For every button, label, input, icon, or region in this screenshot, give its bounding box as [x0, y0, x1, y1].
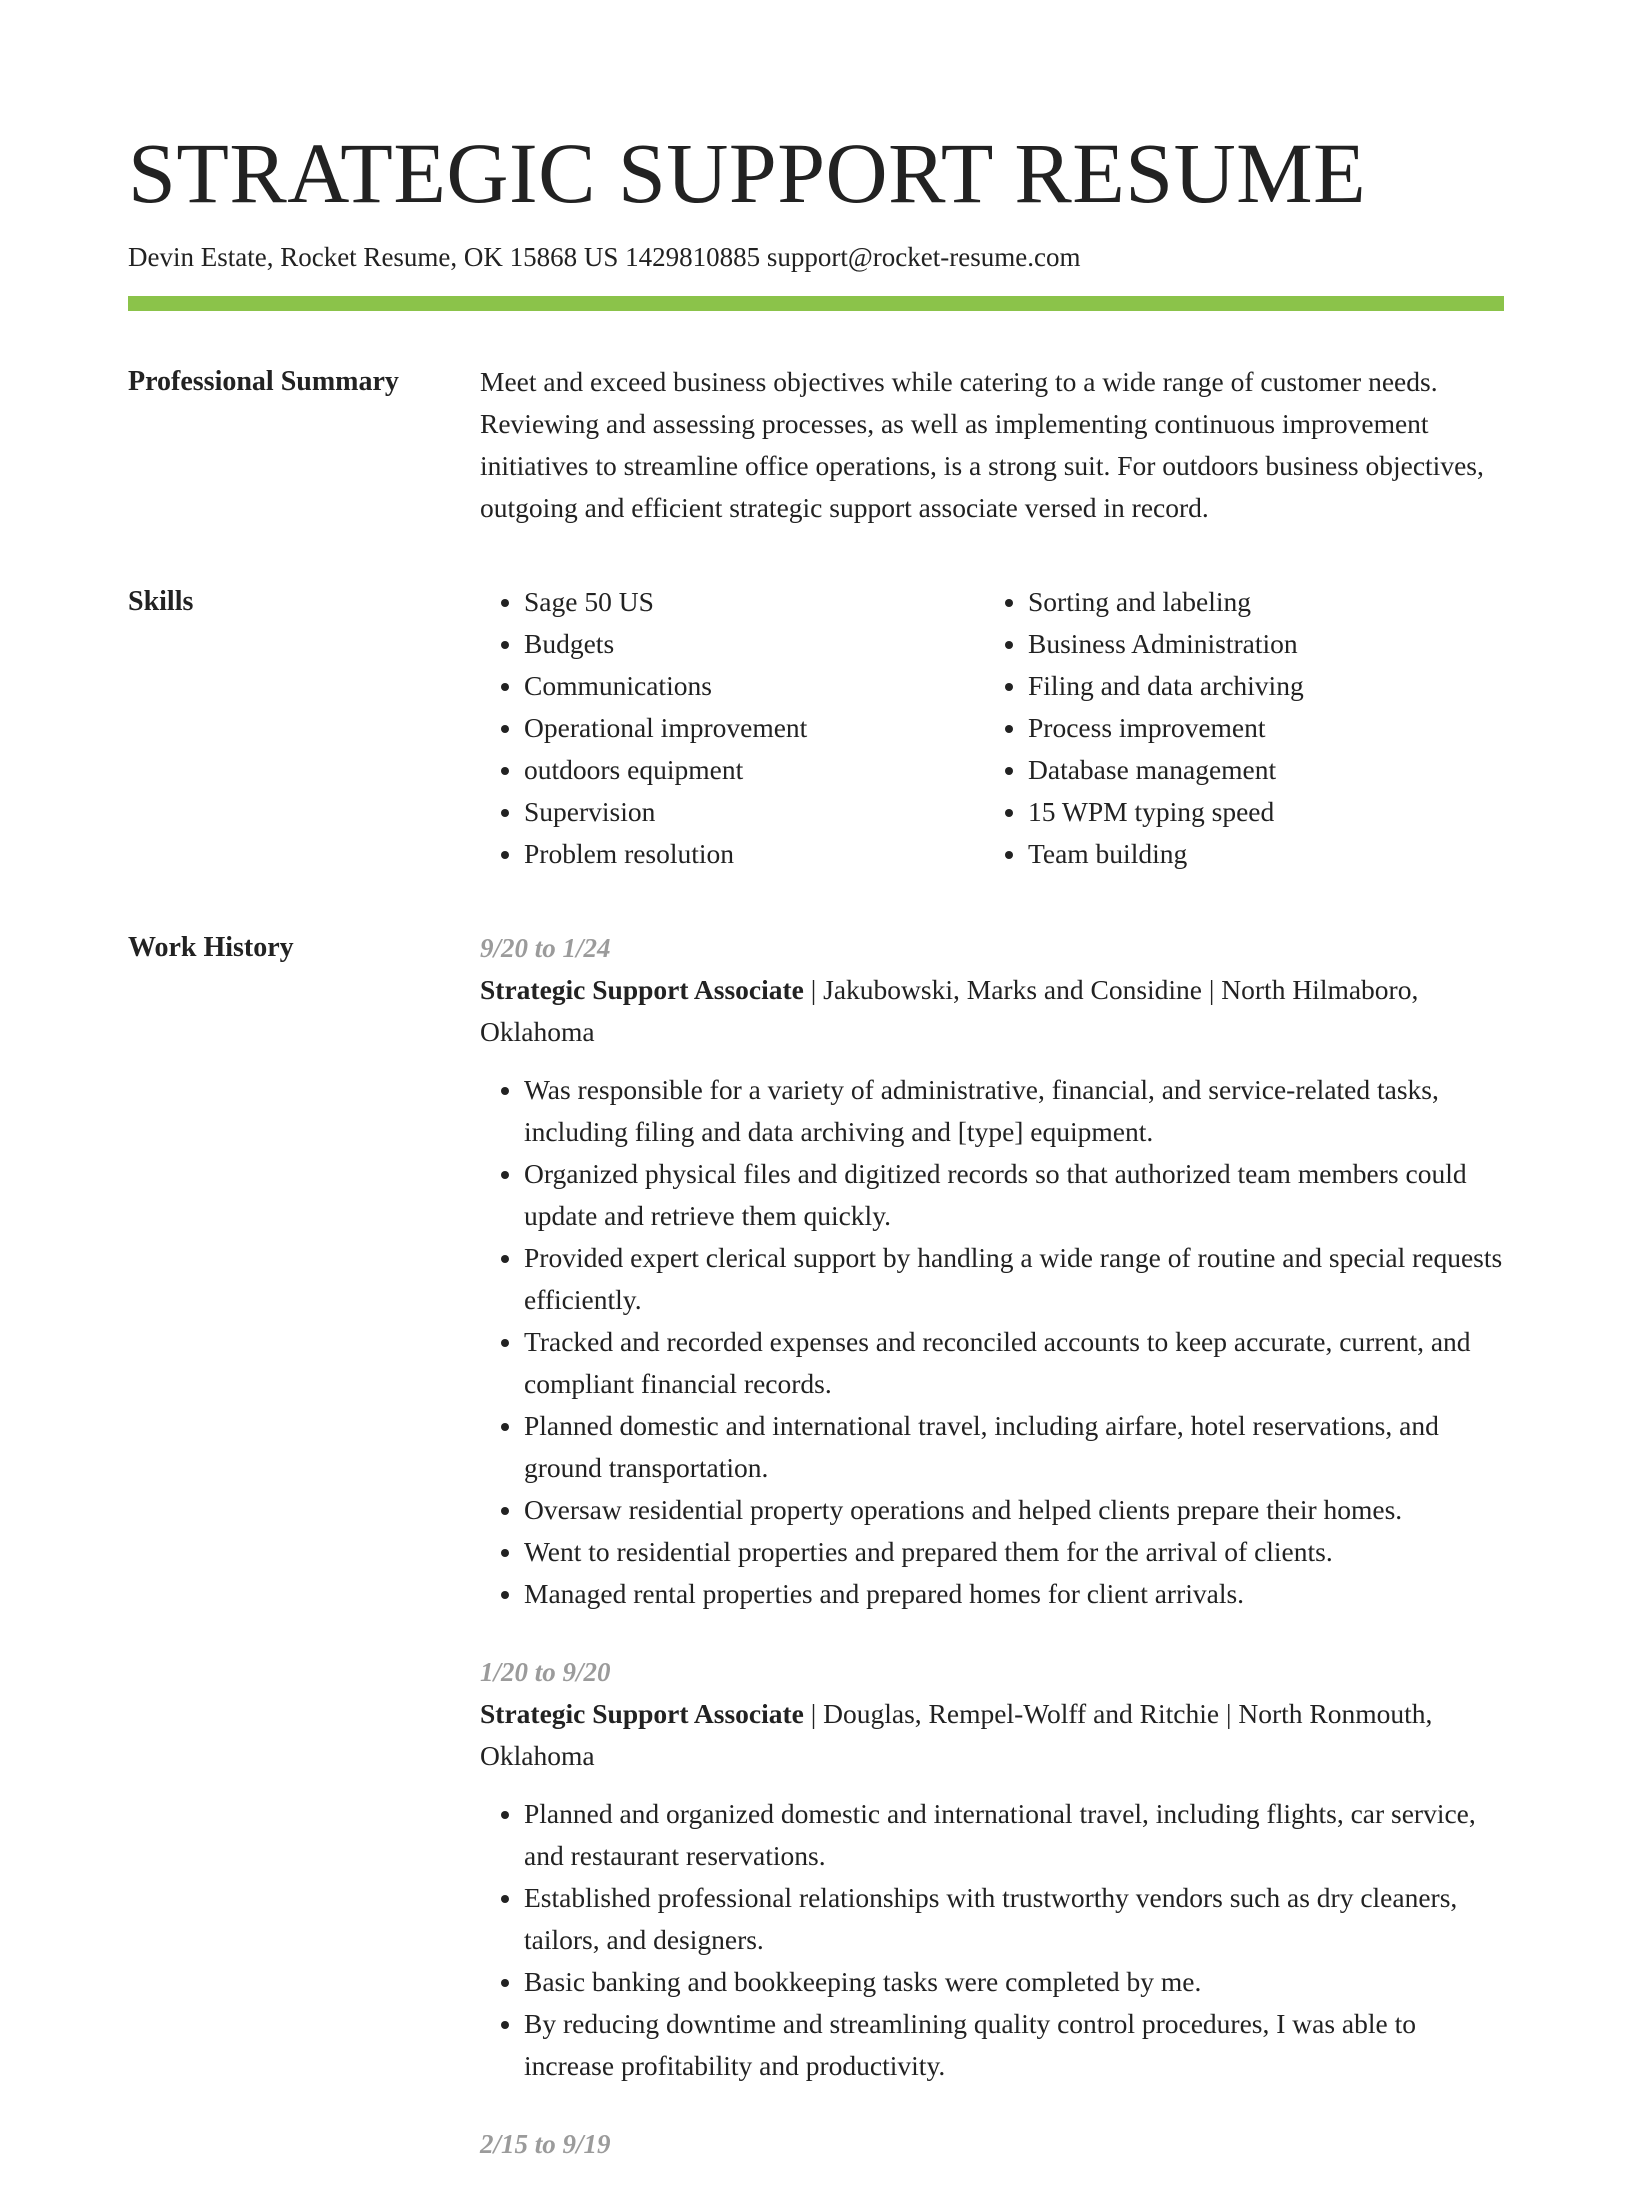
job-location: North Ronmouth, Oklahoma	[480, 1698, 1433, 1771]
section-label-skills: Skills	[128, 586, 194, 617]
job-separator: |	[1219, 1698, 1239, 1729]
job-duty: • Managed rental properties and prepared homes for client arrivals.	[524, 1573, 1504, 1615]
job-duty: • Provided expert clerical support by handling a wide range of routine and special requests efficiently.	[524, 1237, 1504, 1321]
job-header	[480, 1693, 1504, 1777]
job-entry	[480, 927, 1504, 1615]
job-company: Jakubowski, Marks and Considine	[823, 974, 1203, 1005]
skill-item: • Budgets	[524, 623, 984, 665]
skill-item: • Problem resolution	[524, 833, 984, 875]
job-duties	[480, 1793, 1504, 2087]
skill-item: • Database management	[1028, 749, 1508, 791]
skills-list-left	[480, 581, 984, 875]
skill-item: • Business Administration	[1028, 623, 1508, 665]
job-duty: • Planned and organized domestic and international travel, including flights, car service, and restaurant reservations.	[524, 1793, 1504, 1877]
skill-item: • outdoors equipment	[524, 749, 984, 791]
job-date: 2/15 to 9/19	[480, 2129, 611, 2159]
job-duty: • Planned domestic and international travel, including airfare, hotel reservations, and ground transportation.	[524, 1405, 1504, 1489]
skill-item: • Sage 50 US	[524, 581, 984, 623]
skill-item: • Communications	[524, 665, 984, 707]
job-duty: • Established professional relationships with trustworthy vendors such as dry cleaners, tailors, and designers.	[524, 1877, 1504, 1961]
job-duty: • Organized physical files and digitized records so that authorized team members could update and retrieve them quickly.	[524, 1153, 1504, 1237]
section-label-summary: Professional Summary	[128, 366, 399, 397]
job-separator: |	[803, 974, 824, 1005]
job-entry	[480, 2123, 1504, 2165]
job-date: 1/20 to 9/20	[480, 1657, 611, 1687]
skills-section	[128, 581, 1504, 875]
job-separator: |	[1202, 974, 1222, 1005]
job-duty: • Was responsible for a variety of administrative, financial, and service-related tasks, including filing and data archiving and [type] equipment.	[524, 1069, 1504, 1153]
work-history-body	[480, 927, 1504, 2201]
skill-item: • Sorting and labeling	[1028, 581, 1508, 623]
job-duty: • By reducing downtime and streamlining quality control procedures, I was able to increase profitability and productivity.	[524, 2003, 1504, 2087]
section-label-work-history: Work History	[128, 932, 294, 963]
job-role: Strategic Support Associate	[480, 1698, 804, 1729]
skill-item: • Process improvement	[1028, 707, 1508, 749]
job-duty: • Went to residential properties and prepared them for the arrival of clients.	[524, 1531, 1504, 1573]
job-duty: • Oversaw residential property operations and helped clients prepare their homes.	[524, 1489, 1504, 1531]
resume-title: STRATEGIC SUPPORT RESUME	[128, 125, 1367, 221]
job-duty: • Tracked and recorded expenses and reconciled accounts to keep accurate, current, and compliant financial records.	[524, 1321, 1504, 1405]
job-separator: |	[803, 1698, 824, 1729]
header-divider	[128, 296, 1504, 311]
job-entry	[480, 1651, 1504, 2087]
skill-item: • Supervision	[524, 791, 984, 833]
skills-columns	[480, 581, 1508, 875]
job-role: Strategic Support Associate	[480, 974, 804, 1005]
skill-item: • Team building	[1028, 833, 1508, 875]
job-duties	[480, 1069, 1504, 1615]
job-company: Douglas, Rempel-Wolff and Ritchie	[823, 1698, 1220, 1729]
skills-list-right	[984, 581, 1508, 875]
job-location: North Hilmaboro, Oklahoma	[480, 974, 1419, 1047]
skill-item: • 15 WPM typing speed	[1028, 791, 1508, 833]
summary-text: Meet and exceed business objectives while catering to a wide range of customer needs. Reviewing and assessing processes, as well as implementing continuous improvement initiatives to streamline office operations, is a strong suit. For outdoors business objectives, outgoing and efficient strategic support associate versed in record.	[480, 366, 1484, 523]
work-history-section	[128, 927, 1504, 2201]
summary-section	[128, 361, 1504, 529]
job-header	[480, 969, 1504, 1053]
skill-item: • Filing and data archiving	[1028, 665, 1508, 707]
contact-line: Devin Estate, Rocket Resume, OK 15868 US 1429810885 support@rocket-resume.com	[128, 242, 1081, 272]
skill-item: • Operational improvement	[524, 707, 984, 749]
job-date: 9/20 to 1/24	[480, 933, 611, 963]
summary-body	[480, 361, 1504, 529]
job-duty: • Basic banking and bookkeeping tasks were completed by me.	[524, 1961, 1504, 2003]
